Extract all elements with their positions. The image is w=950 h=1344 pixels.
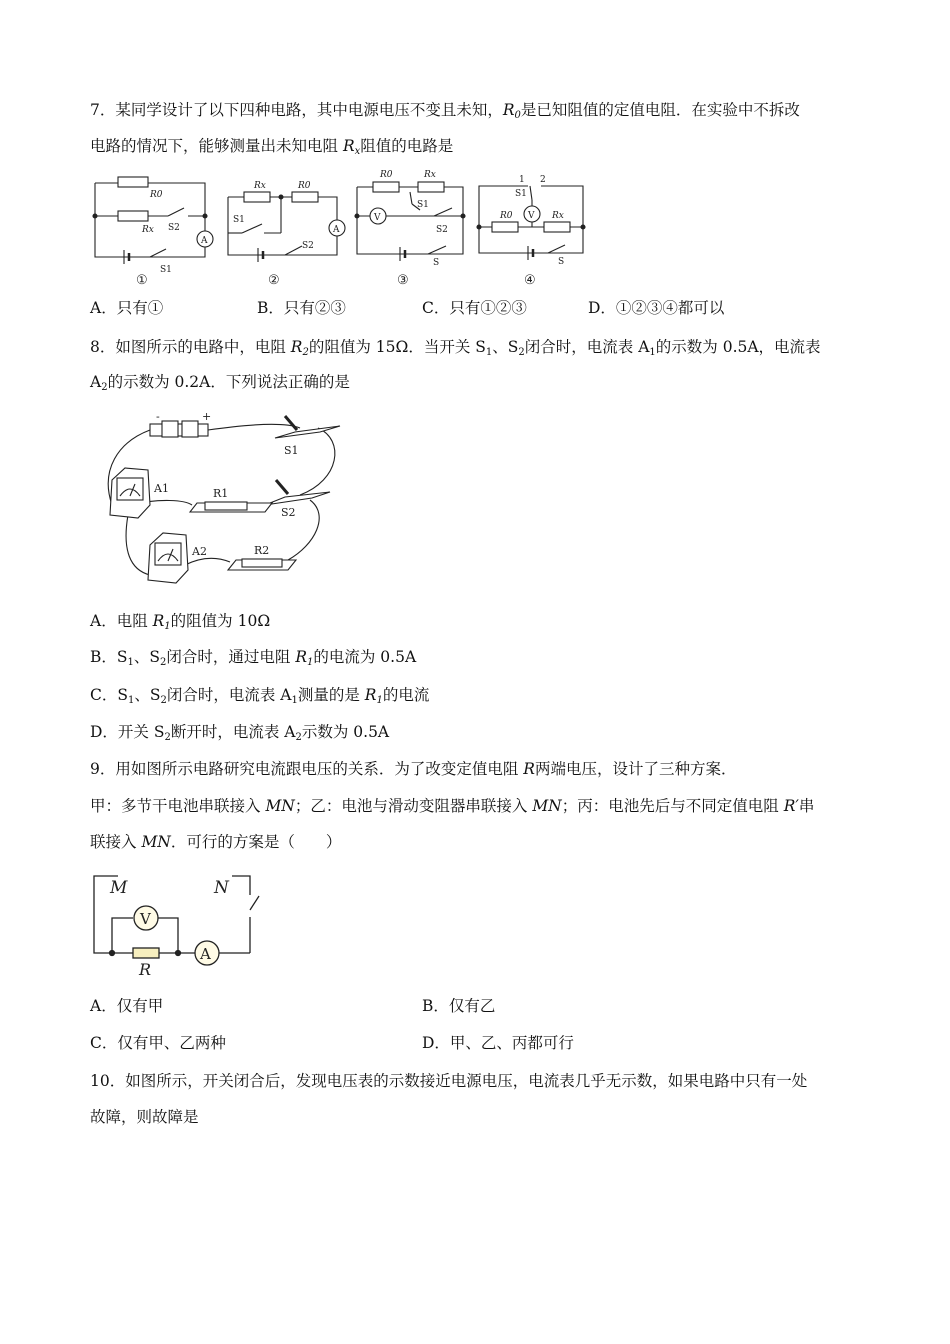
q9-option-c[interactable]: C．仅有甲、乙两种 xyxy=(90,1034,226,1052)
caption-2: ② xyxy=(268,273,280,288)
label-rx: Rx xyxy=(424,170,436,180)
q10-stem-line2: 故障，则故障是 xyxy=(90,1108,199,1126)
voltmeter-v: V xyxy=(374,213,381,223)
q9-option-d[interactable]: D．甲、乙、丙都可行 xyxy=(422,1034,574,1052)
caption-4: ④ xyxy=(524,273,536,288)
label-s1: S1 xyxy=(160,265,172,275)
q7-option-a[interactable]: A．只有① xyxy=(90,299,164,317)
label-s: S xyxy=(433,258,440,268)
svg-text:A1: A1 xyxy=(154,482,169,495)
svg-text:A2: A2 xyxy=(192,545,207,558)
q8-option-a[interactable]: A．电阻 $R_1$的阻值为 10Ω xyxy=(90,612,271,632)
label-r0: R0 xyxy=(150,190,163,200)
voltmeter-v: V xyxy=(140,910,151,928)
q8-stem-line1: 8．如图所示的电路中，电阻 $R_2$的阻值为 15Ω．当开关 $S_1$、$S_2$闭合时，电流表 $A_1$的示数为 0.5A，电流表 xyxy=(90,338,821,358)
label-s2: S2 xyxy=(436,225,448,235)
q9-option-a[interactable]: A．仅有甲 xyxy=(90,997,164,1015)
label-n: N xyxy=(214,878,229,898)
label-rx: Rx xyxy=(552,211,564,221)
label-r0: R0 xyxy=(298,181,311,191)
terminal-2: 2 xyxy=(540,175,546,185)
q9-stem-line1: 9．用如图所示电路研究电流跟电压的关系．为了改变定值电阻 R两端电压，设计了三种方案． xyxy=(90,760,737,778)
caption-1: ① xyxy=(136,273,148,288)
label-rx: Rx xyxy=(254,181,266,191)
svg-text:S2: S2 xyxy=(281,506,296,519)
q9-stem-line2: 甲：多节干电池串联接入 MN；乙：电池与滑动变阻器串联接入 MN；丙：电池先后与不同定值电阻 R′串 xyxy=(90,797,815,815)
q8-option-b[interactable]: B．$S_1$、$S_2$闭合时，通过电阻 $R_1$的电流为 0.5A xyxy=(90,648,417,668)
q9-option-b[interactable]: B．仅有乙 xyxy=(422,997,496,1015)
q8-stem-line2: $A_2$的示数为 0.2A．下列说法正确的是 xyxy=(90,373,350,393)
q7-option-b[interactable]: B．只有②③ xyxy=(257,299,346,317)
label-r: R xyxy=(139,960,152,979)
q7-stem-line2: 电路的情况下，能够测量出未知电阻 $R_x$阻值的电路是 xyxy=(90,137,454,157)
ammeter-a: A xyxy=(201,236,208,246)
label-s1: S1 xyxy=(417,200,429,210)
svg-text:R1: R1 xyxy=(213,487,229,500)
label-r0: R0 xyxy=(380,170,393,180)
ammeter-a: A xyxy=(333,225,340,235)
label-s1: S1 xyxy=(233,215,245,225)
label-rx: Rx xyxy=(142,225,154,235)
q9-stem-line3: 联接入 MN．可行的方案是（ ） xyxy=(90,833,342,851)
label-m: M xyxy=(110,878,128,898)
q10-stem-line1: 10．如图所示，开关闭合后，发现电压表的示数接近电源电压，电流表几乎无示数，如果电路中只有一处 xyxy=(90,1072,808,1090)
svg-text:R2: R2 xyxy=(254,544,270,557)
caption-3: ③ xyxy=(397,273,409,288)
label-s: S xyxy=(558,257,565,267)
battery-plus: + xyxy=(202,410,212,423)
svg-text:S1: S1 xyxy=(284,444,299,457)
q8-option-d[interactable]: D．开关 $S_2$断开时，电流表 $A_2$示数为 0.5A xyxy=(90,723,390,743)
voltmeter-v: V xyxy=(528,211,535,221)
label-s1: S1 xyxy=(515,189,527,199)
q7-stem-line1: 7．某同学设计了以下四种电路，其中电源电压不变且未知，$R_0$是已知阻值的定值电阻．在实验中不拆改 xyxy=(90,101,800,121)
label-s2: S2 xyxy=(302,241,314,251)
ammeter-a: A xyxy=(200,945,211,963)
battery-minus: - xyxy=(156,410,160,423)
label-s2: S2 xyxy=(168,223,180,233)
label-r0: R0 xyxy=(500,211,513,221)
q8-option-c[interactable]: C．$S_1$、$S_2$闭合时，电流表 $A_1$测量的是 $R_1$的电流 xyxy=(90,686,430,706)
q7-option-d[interactable]: D．①②③④都可以 xyxy=(588,299,725,317)
terminal-1: 1 xyxy=(519,175,525,185)
q7-option-c[interactable]: C．只有①②③ xyxy=(422,299,527,317)
